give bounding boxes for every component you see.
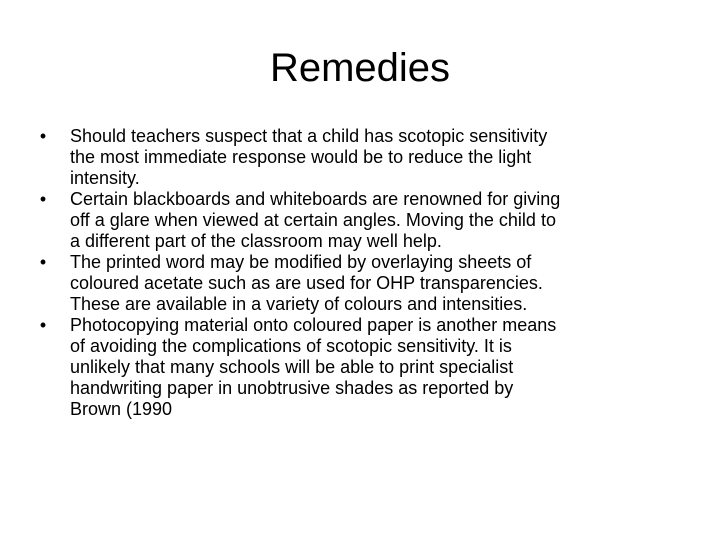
bullet-line: Certain blackboards and whiteboards are renowned for giving [70,189,561,209]
bullet-icon: • [39,126,47,146]
bullet-line: Should teachers suspect that a child has scotopic sensitivity [70,126,548,146]
bullet-list [36,126,686,420]
bullet-line: Photocopying material onto coloured paper is another means [70,315,557,335]
bullet-icon: • [39,315,47,335]
bullet-line: handwriting paper in unobtrusive shades as reported by [70,378,514,398]
bullet-line: unlikely that many schools will be able to print specialist [70,357,514,377]
bullet-line: of avoiding the complications of scotopic sensitivity. It is [70,336,512,356]
bullet-line: These are available in a variety of colours and intensities. [70,294,528,314]
bullet-text [70,189,560,251]
slide-title: Remedies [269,46,451,90]
bullet-item [36,126,686,189]
bullet-text [70,315,556,419]
bullet-item [36,189,686,252]
bullet-line: off a glare when viewed at certain angles. Moving the child to [70,210,556,230]
bullet-line: the most immediate response would be to reduce the light [70,147,532,167]
bullet-line: intensity. [70,168,140,188]
bullet-icon: • [39,252,47,272]
bullet-text [70,126,547,188]
bullet-line: Brown (1990 [70,399,173,419]
bullet-text [70,252,543,314]
bullet-item [36,252,686,315]
bullet-line: coloured acetate such as are used for OHP transparencies. [70,273,543,293]
bullet-item [36,315,686,420]
bullet-line: a different part of the classroom may well help. [70,231,442,251]
bullet-icon: • [39,189,47,209]
bullet-line: The printed word may be modified by overlaying sheets of [70,252,532,272]
